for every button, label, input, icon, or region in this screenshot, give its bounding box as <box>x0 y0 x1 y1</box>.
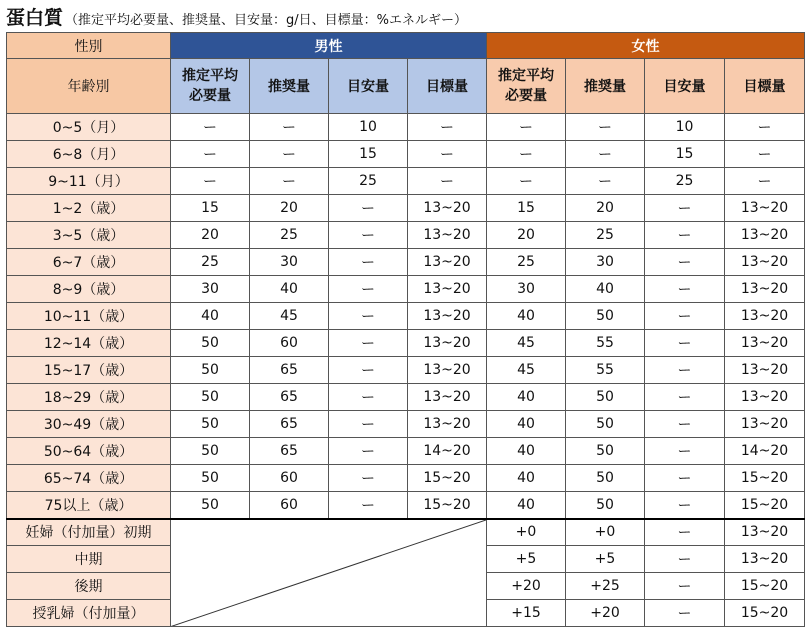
female-value-cell: 13~20 <box>725 303 805 330</box>
female-value-cell: ー <box>566 114 645 141</box>
age-cell: 1~2（歳） <box>7 195 171 222</box>
male-value-cell: 25 <box>171 249 250 276</box>
female-value-cell: 15~20 <box>725 465 805 492</box>
female-value-cell: 13~20 <box>725 222 805 249</box>
female-value-cell: ー <box>645 276 725 303</box>
female-value-cell: 50 <box>566 492 645 519</box>
male-value-cell: 15~20 <box>408 492 487 519</box>
ear-line1: 推定平均 <box>182 68 238 84</box>
female-value-cell: ー <box>645 519 725 546</box>
age-cell: 9~11（月） <box>7 168 171 195</box>
female-value-cell: 20 <box>487 222 566 249</box>
male-value-cell: 50 <box>171 411 250 438</box>
female-value-cell: 20 <box>566 195 645 222</box>
female-value-cell: +5 <box>487 546 566 573</box>
female-value-cell: 25 <box>645 168 725 195</box>
table-row <box>7 465 805 492</box>
female-value-cell: 40 <box>487 492 566 519</box>
male-value-cell: 15 <box>171 195 250 222</box>
male-value-cell: 50 <box>171 438 250 465</box>
age-cell: 10~11（歳） <box>7 303 171 330</box>
female-value-cell: 55 <box>566 330 645 357</box>
table-row <box>7 195 805 222</box>
ear-line2: 必要量 <box>505 88 547 104</box>
male-value-cell: ー <box>171 168 250 195</box>
male-value-cell: 13~20 <box>408 303 487 330</box>
female-value-cell: 13~20 <box>725 195 805 222</box>
female-value-cell: 13~20 <box>725 276 805 303</box>
female-value-cell: 13~20 <box>725 519 805 546</box>
units-note: （推定平均必要量、推奨量、目安量：g/日、目標量：%エネルギー） <box>65 13 468 28</box>
male-value-cell: 30 <box>250 249 329 276</box>
female-value-cell: 40 <box>487 438 566 465</box>
table-row <box>7 303 805 330</box>
female-value-cell: 40 <box>487 384 566 411</box>
female-value-cell: 10 <box>645 114 725 141</box>
female-value-cell: ー <box>645 492 725 519</box>
table-row <box>7 276 805 303</box>
male-rda-header: 推奨量 <box>250 59 329 114</box>
age-cell: 3~5（歳） <box>7 222 171 249</box>
age-label: 年齢別 <box>7 59 171 114</box>
male-value-cell: 25 <box>329 168 408 195</box>
age-cell: 6~7（歳） <box>7 249 171 276</box>
age-cell: 18~29（歳） <box>7 384 171 411</box>
female-value-cell: ー <box>645 600 725 627</box>
male-value-cell: ー <box>250 141 329 168</box>
male-value-cell: 60 <box>250 492 329 519</box>
female-value-cell: 15~20 <box>725 573 805 600</box>
age-cell: 0~5（月） <box>7 114 171 141</box>
table-row <box>7 222 805 249</box>
female-value-cell: 40 <box>487 465 566 492</box>
male-value-cell: 40 <box>171 303 250 330</box>
female-value-cell: ー <box>487 168 566 195</box>
female-value-cell: 40 <box>566 276 645 303</box>
age-cell: 妊婦（付加量）初期 <box>7 519 171 546</box>
male-value-cell: ー <box>250 114 329 141</box>
female-ai-header: 目安量 <box>645 59 725 114</box>
male-value-cell: ー <box>171 141 250 168</box>
female-value-cell: 15 <box>645 141 725 168</box>
female-value-cell: +0 <box>487 519 566 546</box>
table-row <box>7 249 805 276</box>
ear-line1: 推定平均 <box>498 68 554 84</box>
female-value-cell: 40 <box>487 411 566 438</box>
male-value-cell: ー <box>329 195 408 222</box>
male-value-cell: 50 <box>171 357 250 384</box>
male-value-cell: 13~20 <box>408 195 487 222</box>
male-value-cell: ー <box>329 276 408 303</box>
male-value-cell: 15 <box>329 141 408 168</box>
table-row <box>7 168 805 195</box>
female-value-cell: ー <box>487 141 566 168</box>
female-value-cell: ー <box>566 168 645 195</box>
female-value-cell: 50 <box>566 303 645 330</box>
female-value-cell: 40 <box>487 303 566 330</box>
female-value-cell: 13~20 <box>725 357 805 384</box>
diagonal-line <box>171 520 486 627</box>
male-value-cell: ー <box>329 465 408 492</box>
age-cell: 15~17（歳） <box>7 357 171 384</box>
male-value-cell: ー <box>329 357 408 384</box>
female-value-cell: ー <box>645 330 725 357</box>
female-value-cell: 50 <box>566 384 645 411</box>
female-value-cell: 13~20 <box>725 384 805 411</box>
female-value-cell: ー <box>645 249 725 276</box>
female-value-cell: ー <box>487 114 566 141</box>
female-value-cell: ー <box>725 141 805 168</box>
diagonal-slash <box>171 520 486 627</box>
female-value-cell: 13~20 <box>725 546 805 573</box>
male-value-cell: 20 <box>171 222 250 249</box>
male-value-cell: 65 <box>250 411 329 438</box>
female-value-cell: ー <box>645 465 725 492</box>
male-value-cell: 65 <box>250 438 329 465</box>
male-value-cell: ー <box>329 438 408 465</box>
female-value-cell: ー <box>645 303 725 330</box>
age-cell: 65~74（歳） <box>7 465 171 492</box>
male-value-cell: 13~20 <box>408 384 487 411</box>
female-dg-header: 目標量 <box>725 59 805 114</box>
female-value-cell: ー <box>645 222 725 249</box>
age-cell: 30~49（歳） <box>7 411 171 438</box>
page-title: 蛋白質 <box>6 7 64 29</box>
female-value-cell: 30 <box>566 249 645 276</box>
female-value-cell: 50 <box>566 438 645 465</box>
female-value-cell: 13~20 <box>725 249 805 276</box>
female-value-cell: ー <box>725 114 805 141</box>
male-value-cell: 65 <box>250 357 329 384</box>
age-cell: 中期 <box>7 546 171 573</box>
male-value-cell: 45 <box>250 303 329 330</box>
table-row <box>7 519 805 546</box>
age-cell: 6~8（月） <box>7 141 171 168</box>
table-row <box>7 114 805 141</box>
male-ai-header: 目安量 <box>329 59 408 114</box>
female-value-cell: 15~20 <box>725 492 805 519</box>
male-ear-header <box>171 59 250 114</box>
male-value-cell: 65 <box>250 384 329 411</box>
male-value-cell: 25 <box>250 222 329 249</box>
male-value-cell: 50 <box>171 330 250 357</box>
female-value-cell: ー <box>645 384 725 411</box>
table-row <box>7 141 805 168</box>
header-columns-row <box>7 59 805 114</box>
male-value-cell: ー <box>329 330 408 357</box>
female-value-cell: 25 <box>487 249 566 276</box>
protein-intake-table <box>6 32 805 627</box>
male-value-cell: 13~20 <box>408 411 487 438</box>
female-value-cell: +20 <box>566 600 645 627</box>
male-value-cell: ー <box>329 222 408 249</box>
female-value-cell: ー <box>645 195 725 222</box>
male-value-cell: ー <box>329 384 408 411</box>
female-value-cell: +25 <box>566 573 645 600</box>
female-value-cell: 14~20 <box>725 438 805 465</box>
table-row <box>7 411 805 438</box>
male-value-cell: 50 <box>171 492 250 519</box>
age-cell: 75以上（歳） <box>7 492 171 519</box>
male-value-cell: 14~20 <box>408 438 487 465</box>
male-value-cell: ー <box>408 114 487 141</box>
female-value-cell: 13~20 <box>725 411 805 438</box>
female-value-cell: 15~20 <box>725 600 805 627</box>
female-value-cell: ー <box>566 141 645 168</box>
female-value-cell: +15 <box>487 600 566 627</box>
male-value-cell: 60 <box>250 330 329 357</box>
female-value-cell: 45 <box>487 330 566 357</box>
male-value-cell: 20 <box>250 195 329 222</box>
male-value-cell: ー <box>408 141 487 168</box>
female-value-cell: ー <box>645 411 725 438</box>
female-value-cell: 50 <box>566 465 645 492</box>
male-value-cell: ー <box>329 492 408 519</box>
female-value-cell: ー <box>645 546 725 573</box>
table-row <box>7 492 805 519</box>
male-value-cell: ー <box>329 249 408 276</box>
table-row <box>7 438 805 465</box>
female-ear-header <box>487 59 566 114</box>
title-row <box>6 3 467 29</box>
male-value-cell: 13~20 <box>408 330 487 357</box>
male-value-cell: ー <box>329 411 408 438</box>
age-cell: 8~9（歳） <box>7 276 171 303</box>
female-value-cell: +5 <box>566 546 645 573</box>
female-value-cell: ー <box>725 168 805 195</box>
female-value-cell: 25 <box>566 222 645 249</box>
male-value-cell: 40 <box>250 276 329 303</box>
female-header: 女性 <box>487 33 805 59</box>
age-cell: 授乳婦（付加量） <box>7 600 171 627</box>
female-value-cell: 15 <box>487 195 566 222</box>
male-value-cell: 13~20 <box>408 249 487 276</box>
male-value-cell: 60 <box>250 465 329 492</box>
table-row <box>7 330 805 357</box>
age-cell: 後期 <box>7 573 171 600</box>
female-value-cell: ー <box>645 573 725 600</box>
male-value-cell: ー <box>250 168 329 195</box>
female-rda-header: 推奨量 <box>566 59 645 114</box>
female-value-cell: 50 <box>566 411 645 438</box>
female-value-cell: 30 <box>487 276 566 303</box>
female-value-cell: 55 <box>566 357 645 384</box>
male-dg-header: 目標量 <box>408 59 487 114</box>
male-value-cell: ー <box>171 114 250 141</box>
header-sex-row <box>7 33 805 59</box>
male-value-cell: 50 <box>171 465 250 492</box>
male-header: 男性 <box>171 33 487 59</box>
male-value-cell: ー <box>408 168 487 195</box>
female-value-cell: +20 <box>487 573 566 600</box>
male-value-cell: 13~20 <box>408 276 487 303</box>
male-value-cell: 10 <box>329 114 408 141</box>
sex-label: 性別 <box>7 33 171 59</box>
female-value-cell: 13~20 <box>725 330 805 357</box>
ear-line2: 必要量 <box>189 88 231 104</box>
male-value-cell: 50 <box>171 384 250 411</box>
male-value-cell: 13~20 <box>408 222 487 249</box>
female-value-cell: ー <box>645 357 725 384</box>
male-value-cell: 15~20 <box>408 465 487 492</box>
female-value-cell: ー <box>645 438 725 465</box>
male-value-cell: ー <box>329 303 408 330</box>
female-value-cell: 45 <box>487 357 566 384</box>
age-cell: 50~64（歳） <box>7 438 171 465</box>
not-applicable-cell <box>171 519 487 627</box>
male-value-cell: 13~20 <box>408 357 487 384</box>
table-row <box>7 357 805 384</box>
age-cell: 12~14（歳） <box>7 330 171 357</box>
male-value-cell: 30 <box>171 276 250 303</box>
table-row <box>7 384 805 411</box>
female-value-cell: +0 <box>566 519 645 546</box>
